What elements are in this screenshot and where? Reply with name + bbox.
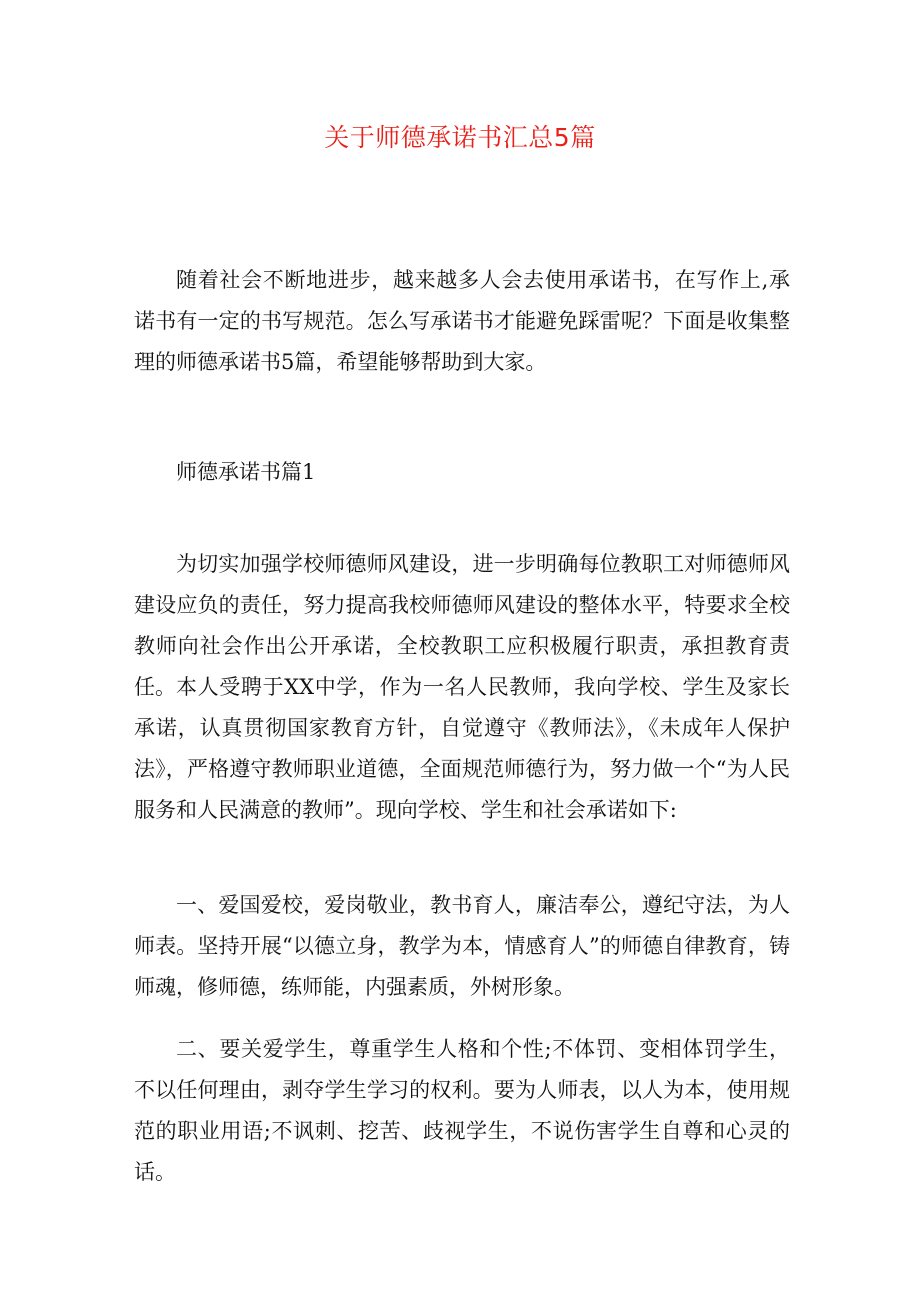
body-paragraph-1: 为切实加强学校师德师风建设，进一步明确每位教职工对师德师风建设应负的责任，努力提高我校师德师风建设的整体水平，特要求全校教师向社会作出公开承诺，全校教职工应积极履行职责，承担教育责任。 — [134, 552, 790, 699]
body-paragraph-4: 二、要关爱学生，尊重学生人格和个性;不体罚、变相体罚学生，不以任何理由，剥夺学生学习的权利。要为人师表，以人为本，使用规范的职业用语;不讽刺、挖苦、歧视学生，不说伤害学生自尊和心灵的话。 — [134, 1037, 790, 1184]
intro-paragraph: 随着社会不断地进步，越来越多人会去使用承诺书，在写作上,承诺书有一定的书写规范。怎么写承诺书才能避免踩雷呢？下面是收集整理的师德承诺书5篇，希望能够帮助到大家。 — [134, 268, 790, 374]
body-paragraph-2: 本人受聘于XX中学，作为一名人民教师，我向学校、学生及家长承诺，认真贯彻国家教育方针，自觉遵守《教师法》，《未成年人保护法》，严格遵守教师职业道德，全面规范师德行为，努力做一个“为人民服务和人民满意的教师”。现向学校、学生和社会承诺如下: — [134, 675, 790, 822]
body-paragraph-3: 一、爱国爱校，爱岗敬业，教书育人，廉洁奉公，遵纪守法，为人师表。坚持开展“以德立身，教学为本，情感育人”的师德自律教育，铸师魂，修师德，练师能，内强素质，外树形象。 — [134, 893, 790, 999]
section-heading: 师德承诺书篇1 — [176, 460, 316, 484]
document-title: 关于师德承诺书汇总5篇 — [324, 123, 596, 152]
